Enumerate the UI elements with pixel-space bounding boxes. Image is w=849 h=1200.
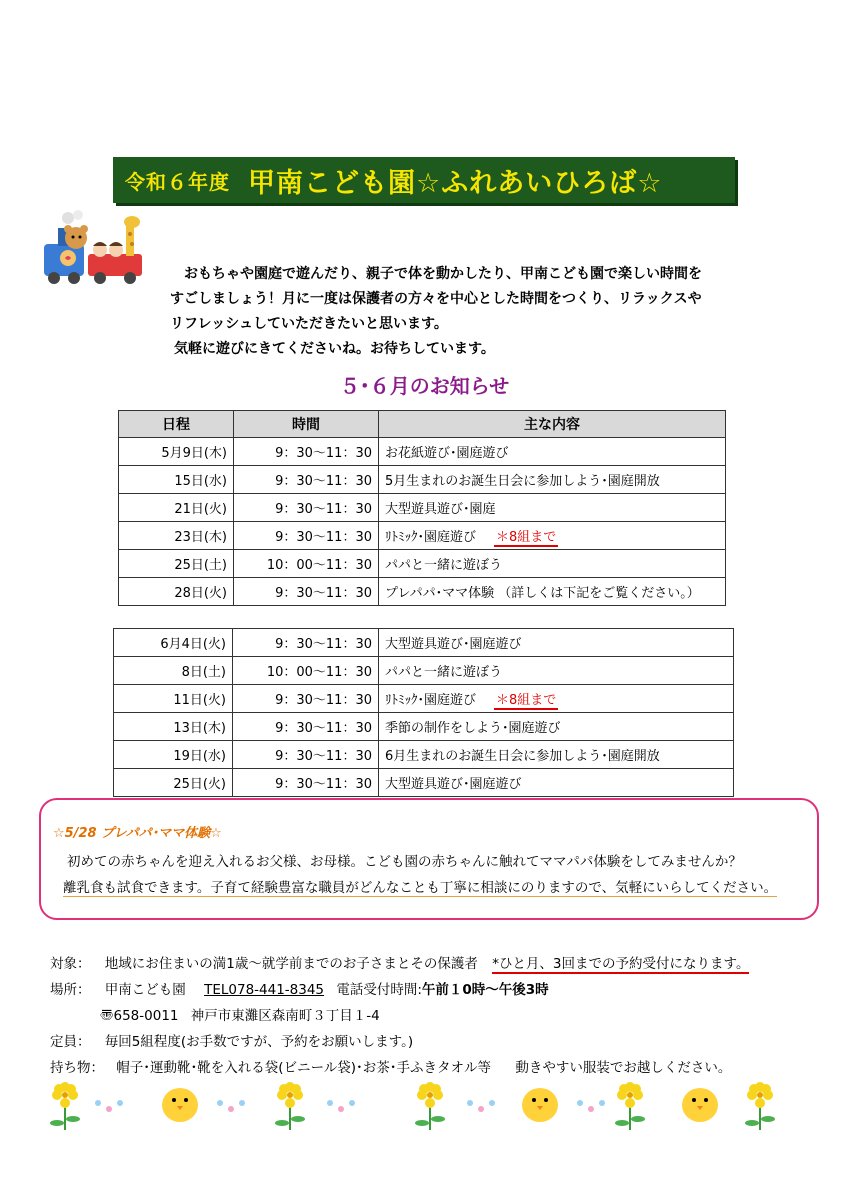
- table-row: [119, 438, 726, 466]
- row-time-text: 10：00～11：30: [266, 558, 372, 573]
- row-content: [379, 522, 726, 550]
- row-content: [379, 657, 734, 685]
- row-time-text: 9：30～11：30: [275, 749, 372, 764]
- row-date: [114, 685, 233, 713]
- info-address-text: 神戸市東灘区森南町３丁目１-4: [190, 1008, 380, 1024]
- intro-line: 気軽に遊びにきてくださいね。お待ちしています。: [174, 341, 495, 357]
- limit-note: ＊8組まで: [496, 693, 557, 708]
- intro-line: すごしましょう！月に一度は保護者の方々を中心とした時間をつくり、リラックスや: [170, 291, 702, 307]
- row-content: [379, 466, 726, 494]
- table-row: [119, 494, 726, 522]
- dot-icon: [95, 1100, 101, 1106]
- row-date-text: 21日(火): [174, 502, 227, 517]
- info-target-text: 地域にお住まいの満1歳～就学前までのお子さまとその保護者: [104, 956, 478, 972]
- row-content: [379, 438, 726, 466]
- row-content-text: 大型遊具遊び･園庭: [385, 502, 496, 517]
- row-content-text: 6月生まれのお誕生日会に参加しよう･園庭開放: [385, 749, 660, 764]
- row-date-text: 25日(火): [173, 777, 226, 792]
- row-time-text: 9：30～11：30: [275, 502, 372, 517]
- info-items-note: 動きやすい服装でお越しください。: [515, 1060, 732, 1076]
- info-items: [50, 1056, 731, 1076]
- row-time-text: 9：30～11：30: [275, 777, 372, 792]
- event-description: 初めての赤ちゃんを迎え入れるお父様、お母様。こども園の赤ちゃんに触れてママパパ体験をしてみませんか？: [67, 854, 742, 870]
- info-label: 持ち物：: [50, 1060, 104, 1076]
- dot-icon: [577, 1100, 583, 1106]
- chick-icon: [522, 1088, 558, 1122]
- table-row: [114, 657, 734, 685]
- row-time: [234, 550, 379, 578]
- table-row: [114, 769, 734, 797]
- dot-icon: [106, 1106, 112, 1112]
- flower-icon: [275, 1082, 305, 1130]
- row-time: [234, 438, 379, 466]
- info-postal: 〠658-0011: [100, 1008, 179, 1024]
- row-date-text: 28日(火): [174, 586, 227, 601]
- title-banner: [113, 157, 735, 203]
- dot-icon: [228, 1106, 234, 1112]
- dot-icon: [217, 1100, 223, 1106]
- info-capacity-text: 毎回5組程度(お手数ですが、予約をお願いします。): [104, 1034, 414, 1050]
- row-date: [119, 494, 234, 522]
- row-content-text: ﾘﾄﾐｯｸ･園庭遊び: [385, 693, 477, 708]
- info-tel[interactable]: TEL078-441-8345: [204, 982, 325, 998]
- info-label: 定員：: [50, 1034, 91, 1050]
- table-row: [114, 713, 734, 741]
- title-prefix: 令和６年度: [125, 169, 230, 194]
- row-date: [119, 438, 234, 466]
- dot-icon: [327, 1100, 333, 1106]
- row-time: [234, 494, 379, 522]
- dot-icon: [599, 1100, 605, 1106]
- row-date-text: 19日(水): [173, 749, 226, 764]
- chick-icon: [682, 1088, 718, 1122]
- row-date-text: 8日(土): [181, 665, 226, 680]
- table-row: [119, 578, 726, 606]
- row-date: [119, 522, 234, 550]
- row-time-text: 9：30～11：30: [275, 637, 372, 652]
- header-content: 主な内容: [379, 411, 726, 438]
- info-label: 場所：: [50, 982, 91, 998]
- intro-line: リフレッシュしていただきたいと思います。: [170, 316, 448, 332]
- schedule-table-june: [113, 628, 734, 797]
- row-date-text: 13日(木): [173, 721, 226, 736]
- row-time: [233, 629, 379, 657]
- row-date: [119, 550, 234, 578]
- notice-heading: ５･６月のお知らせ: [339, 374, 510, 398]
- header-date: 日程: [119, 411, 234, 438]
- flower-icon: [615, 1082, 645, 1130]
- table-row: [119, 550, 726, 578]
- info-target: [50, 952, 749, 972]
- row-content: [379, 550, 726, 578]
- row-date: [119, 578, 234, 606]
- row-content: [379, 713, 734, 741]
- flower-icon: [745, 1082, 775, 1130]
- row-time-text: 10：00～11：30: [266, 665, 372, 680]
- title-main: 甲南こども園☆ふれあいひろば☆: [248, 167, 663, 199]
- row-content: [379, 741, 734, 769]
- table-row: [114, 629, 734, 657]
- row-time: [233, 769, 379, 797]
- row-time-text: 9：30～11：30: [275, 474, 372, 489]
- info-label: 対象：: [50, 956, 91, 972]
- row-date-text: 23日(木): [174, 530, 227, 545]
- info-hours-label: 電話受付時間:: [336, 982, 422, 998]
- row-time: [233, 685, 379, 713]
- row-time-text: 9：30～11：30: [275, 586, 372, 601]
- event-box: [39, 798, 819, 920]
- info-place: [50, 978, 549, 998]
- row-content-text: プレパパ･ママ体験 （詳しくは下記をご覧ください。）: [385, 586, 700, 601]
- row-content: [379, 769, 734, 797]
- row-date: [114, 713, 233, 741]
- schedule-table-may: [118, 410, 726, 606]
- info-target-note: *ひと月、3回までの予約受付になります。: [492, 956, 750, 972]
- row-time: [233, 713, 379, 741]
- intro-line: おもちゃや園庭で遊んだり、親子で体を動かしたり、甲南こども園で楽しい時間を: [184, 266, 702, 282]
- row-content-text: パパと一緒に遊ぼう: [385, 665, 503, 680]
- row-time-text: 9：30～11：30: [275, 530, 372, 545]
- row-content-text: ﾘﾄﾐｯｸ･園庭遊び: [385, 530, 477, 545]
- dot-icon: [588, 1106, 594, 1112]
- row-date-text: 15日(水): [174, 474, 227, 489]
- row-time-text: 9：30～11：30: [275, 693, 372, 708]
- info-place-name: 甲南こども園: [104, 982, 186, 998]
- chick-icon: [162, 1088, 198, 1122]
- row-content: [379, 685, 734, 713]
- row-content-text: パパと一緒に遊ぼう: [385, 558, 503, 573]
- info-items-text: 帽子･運動靴･靴を入れる袋(ビニール袋)･お茶･手ふきタオル等: [116, 1060, 492, 1076]
- row-content: [379, 494, 726, 522]
- row-time-text: 9：30～11：30: [275, 446, 372, 461]
- row-content-text: 5月生まれのお誕生日会に参加しよう･園庭開放: [385, 474, 660, 489]
- event-title: ☆5/28 プレパパ･ママ体験☆: [53, 826, 222, 841]
- row-date-text: 5月9日(木): [161, 446, 227, 461]
- info-hours: 午前１0時～午後3時: [421, 982, 549, 998]
- header-time: 時間: [234, 411, 379, 438]
- row-content: [379, 629, 734, 657]
- dot-icon: [117, 1100, 123, 1106]
- table-row: [114, 741, 734, 769]
- row-date: [114, 657, 233, 685]
- train-illustration: [38, 210, 148, 290]
- dot-icon: [467, 1100, 473, 1106]
- intro-text: [170, 262, 810, 362]
- table-row: [119, 522, 726, 550]
- row-date: [114, 629, 233, 657]
- info-capacity: [50, 1030, 413, 1050]
- table-row: [114, 685, 734, 713]
- row-time: [233, 657, 379, 685]
- row-content: [379, 578, 726, 606]
- info-address: [100, 1004, 380, 1024]
- row-time: [234, 578, 379, 606]
- footer-decoration: [40, 1075, 810, 1135]
- row-time-text: 9：30～11：30: [275, 721, 372, 736]
- row-date: [114, 769, 233, 797]
- flower-icon: [415, 1082, 445, 1130]
- row-date: [114, 741, 233, 769]
- row-content-text: 大型遊具遊び･園庭遊び: [385, 637, 522, 652]
- row-time: [234, 522, 379, 550]
- row-date: [119, 466, 234, 494]
- table-header-row: [119, 411, 726, 438]
- dot-icon: [478, 1106, 484, 1112]
- row-content-text: 季節の制作をしよう･園庭遊び: [385, 721, 561, 736]
- row-time: [233, 741, 379, 769]
- row-date-text: 6月4日(火): [160, 637, 226, 652]
- row-date-text: 25日(土): [174, 558, 227, 573]
- table-row: [119, 466, 726, 494]
- dot-icon: [338, 1106, 344, 1112]
- dot-icon: [349, 1100, 355, 1106]
- row-time: [234, 466, 379, 494]
- limit-note: ＊8組まで: [496, 530, 557, 545]
- row-content-text: 大型遊具遊び･園庭遊び: [385, 777, 522, 792]
- event-description: 離乳食も試食できます。子育て経験豊富な職員がどんなことも丁寧に相談にのりますので、気軽にいらしてください。: [63, 876, 777, 897]
- flower-icon: [50, 1082, 80, 1130]
- row-date-text: 11日(火): [173, 693, 226, 708]
- dot-icon: [489, 1100, 495, 1106]
- dot-icon: [239, 1100, 245, 1106]
- row-content-text: お花紙遊び･園庭遊び: [385, 446, 509, 461]
